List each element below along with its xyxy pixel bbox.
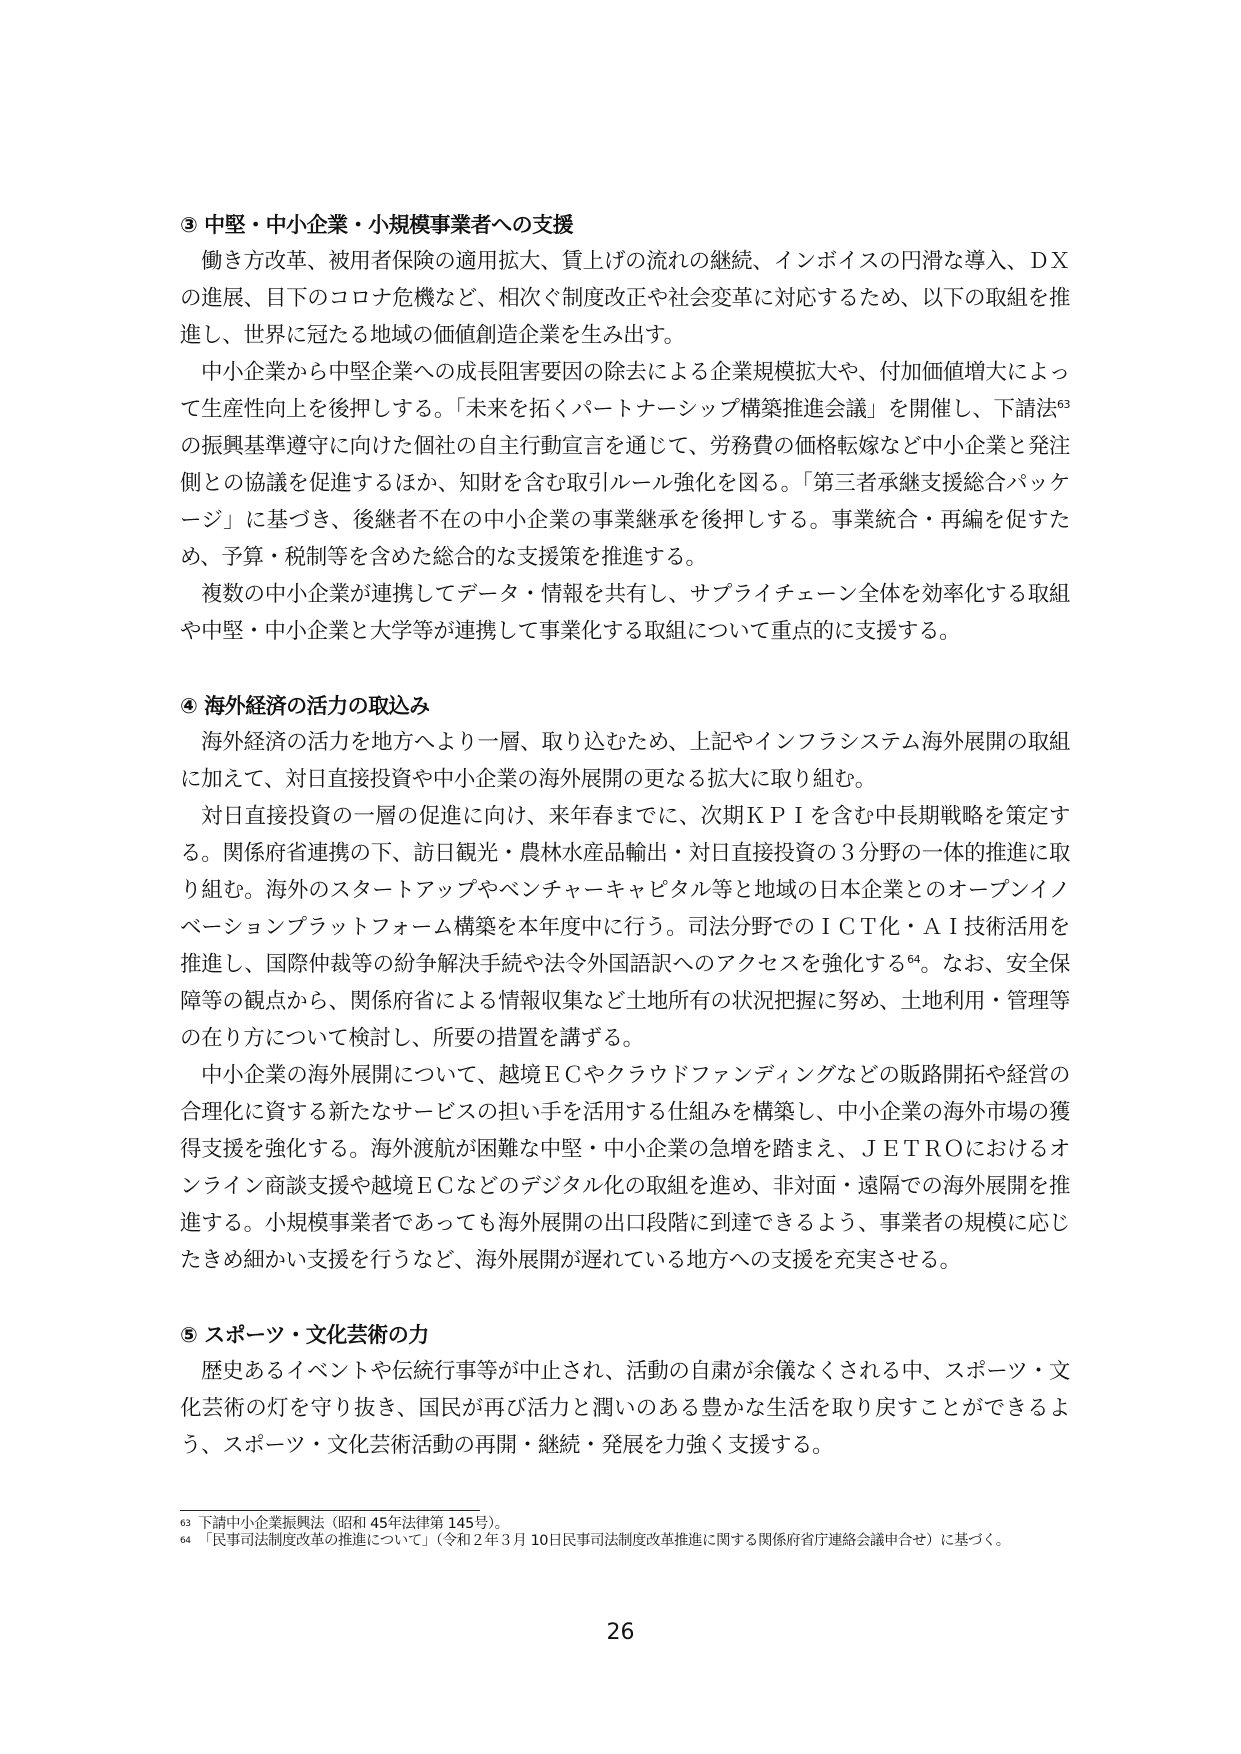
footnote-text: 下請中小企業振興法（昭和 45年法律第 145号）。	[198, 1516, 509, 1532]
paragraph-text: 対日直接投資の一層の促進に向け、来年春までに、次期ＫＰＩを含む中長期戦略を策定する。関係府省連携の下、訪日観光・農林水産品輸出・対日直接投資の３分野の一体的推進に取り組む。海外のスタートアップやベンチャーキャピタル等と地域の日本企業とのオープンイノベーションプラットフォーム構築を本年度中に行う。司法分野でのＩＣＴ化・ＡＩ技術活用を推進し、国際仲裁等の紛争解決手続や法令外国語訳へのアクセスを強化する	[180, 804, 1070, 977]
section-heading: ③ 中堅・中小企業・小規模事業者への支援	[180, 213, 574, 237]
paragraph: 歴史あるイベントや伝統行事等が中止され、活動の自粛が余儀なくされる中、スポーツ・文化芸術の灯を守り抜き、国民が再び活力と潤いのある豊かな生活を取り戻すことができるよう、スポーツ・文化芸術活動の再開・継続・発展を力強く支援する。	[180, 1359, 1070, 1458]
body-content	[180, 207, 1070, 1502]
footnote-divider	[180, 1510, 480, 1511]
paragraph-text: 。なお、安全保障等の観点から、関係府省による情報収集など土地所有の状況把握に努め、土地利用・管理等の在り方について検討し、所要の措置を講ずる。	[180, 952, 1070, 1051]
section-heading: ④ 海外経済の活力の取込み	[180, 694, 430, 718]
paragraph	[180, 354, 1070, 576]
section-sme-support	[180, 207, 1070, 650]
section-overseas-economy	[180, 688, 1070, 1279]
footnote-ref[interactable]: 64	[907, 952, 921, 966]
footnote	[180, 1533, 1070, 1550]
page-number: 26	[606, 1620, 635, 1645]
footnote-marker: 63	[180, 1519, 191, 1529]
paragraph: 複数の中小企業が連携してデータ・情報を共有し、サプライチェーン全体を効率化する取組や中堅・中小企業と大学等が連携して事業化する取組について重点的に支援する。	[180, 582, 1070, 644]
footnote-marker: 64	[180, 1536, 191, 1546]
footnote-text: 「民事司法制度改革の推進について」（令和２年３月 10日民事司法制度改革推進に関する関係府省庁連絡会議申合せ）に基づく。	[198, 1533, 1010, 1549]
section-heading: ⑤ スポーツ・文化芸術の力	[180, 1323, 429, 1347]
footnote-ref[interactable]: 63	[1057, 397, 1070, 411]
paragraph	[180, 798, 1070, 1057]
section-sports-culture	[180, 1317, 1070, 1464]
footnote	[180, 1516, 1070, 1533]
paragraph-text: 中小企業から中堅企業への成長阻害要因の除去による企業規模拡大や、付加価値増大によって生産性向上を後押しする。「未来を拓くパートナーシップ構築推進会議」を開催し、下請法	[180, 360, 1070, 422]
footnotes	[180, 1510, 1070, 1550]
paragraph: 中小企業の海外展開について、越境ＥＣやクラウドファンディングなどの販路開拓や経営の合理化に資する新たなサービスの担い手を活用する仕組みを構築し、中小企業の海外市場の獲得支援を強化する。海外渡航が困難な中堅・中小企業の急増を踏まえ、ＪＥＴＲＯにおけるオンライン商談支援や越境ＥＣなどのデジタル化の取組を進め、非対面・遠隔での海外展開を推進する。小規模事業者であっても海外展開の出口段階に到達できるよう、事業者の規模に応じたきめ細かい支援を行うなど、海外展開が遅れている地方への支援を充実させる。	[180, 1063, 1070, 1273]
paragraph-text: の振興基準遵守に向けた個社の自主行動宣言を通じて、労務費の価格転嫁など中小企業と発注側との協議を促進するほか、知財を含む取引ルール強化を図る。「第三者承継支援総合パッケージ」に基づき、後継者不在の中小企業の事業継承を後押しする。事業統合・再編を促すため、予算・税制等を含めた総合的な支援策を推進する。	[180, 434, 1070, 570]
paragraph: 海外経済の活力を地方へより一層、取り込むため、上記やインフラシステム海外展開の取組に加えて、対日直接投資や中小企業の海外展開の更なる拡大に取り組む。	[180, 730, 1070, 792]
paragraph: 働き方改革、被用者保険の適用拡大、賃上げの流れの継続、インボイスの円滑な導入、ＤＸの進展、目下のコロナ危機など、相次ぐ制度改正や社会変革に対応するため、以下の取組を推進し、世界に冠たる地域の価値創造企業を生み出す。	[180, 249, 1070, 348]
